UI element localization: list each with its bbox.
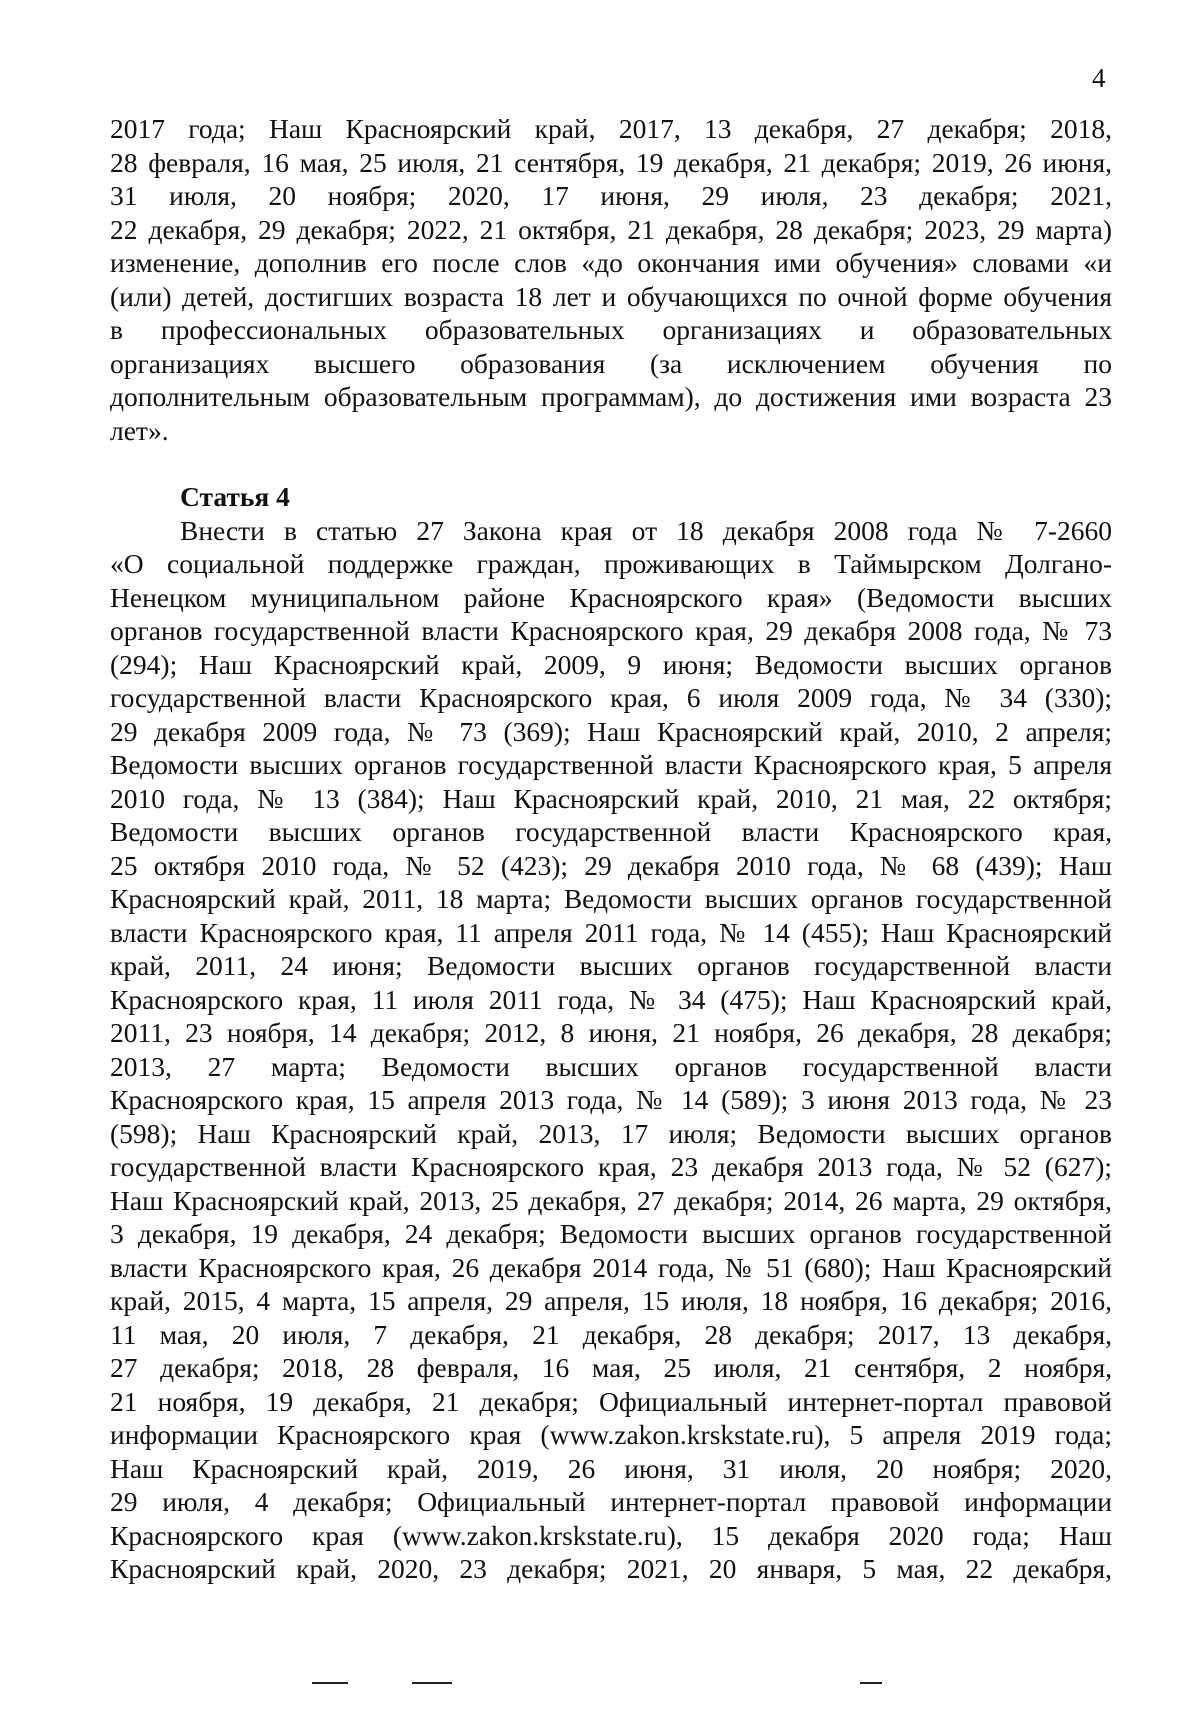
text-line: край, 2015, 4 марта, 15 апреля, 29 апреля, 15 июля, 18 ноября, 16 декабря; 2016, (110, 1285, 1112, 1316)
text-line: дополнительным образовательным программам), до достижения ими возраста 23 (110, 381, 1112, 412)
text-line: Ненецком муниципальном районе Красноярского края» (Ведомости высших (110, 581, 1112, 613)
text-line: органов государственной власти Красноярского края, 29 декабря 2008 года, № 73 (110, 615, 1112, 646)
text-line: «О социальной поддержке граждан, проживающих в Таймырском Долгано- (110, 548, 1112, 579)
text-line: Красноярского края (www.zakon.krskstate.ru), 15 декабря 2020 года; Наш (110, 1519, 1112, 1551)
text-line: Красноярского края, 11 июля 2011 года, № 34 (475); Наш Красноярский край, (110, 983, 1112, 1015)
text-line: власти Красноярского края, 26 декабря 2014 года, № 51 (680); Наш Красноярский (110, 1251, 1112, 1283)
text-line: 27 декабря; 2018, 28 февраля, 16 мая, 25 июля, 21 сентября, 2 ноября, (110, 1352, 1112, 1383)
text-line: Наш Красноярский край, 2013, 25 декабря, 27 декабря; 2014, 26 марта, 29 октября, (110, 1184, 1112, 1216)
text-line: 2010 года, № 13 (384); Наш Красноярский край, 2010, 21 мая, 22 октября; (110, 782, 1112, 814)
text-line: Красноярский край, 2020, 23 декабря; 2021, 20 января, 5 мая, 22 декабря, (110, 1553, 1112, 1584)
text-line: 11 мая, 20 июля, 7 декабря, 21 декабря, 28 декабря; 2017, 13 декабря, (110, 1318, 1112, 1350)
scan-mark (412, 1682, 452, 1684)
text-line: 25 октября 2010 года, № 52 (423); 29 декабря 2010 года, № 68 (439); Наш (110, 849, 1112, 881)
text-line: (или) детей, достигших возраста 18 лет и обучающихся по очной форме обучения (110, 280, 1112, 312)
text-line: Наш Красноярский край, 2019, 26 июня, 31 июля, 20 ноября; 2020, (110, 1452, 1112, 1484)
text-line: 28 февраля, 16 мая, 25 июля, 21 сентября, 19 декабря, 21 декабря; 2019, 26 июня, (110, 146, 1112, 178)
text-line: 2013, 27 марта; Ведомости высших органов государственной власти (110, 1050, 1112, 1082)
text-line: 21 ноября, 19 декабря, 21 декабря; Официальный интернет-портал правовой (110, 1385, 1112, 1417)
text-line: 3 декабря, 19 декабря, 24 декабря; Ведомости высших органов государственной (110, 1218, 1112, 1249)
text-line: 2011, 23 ноября, 14 декабря; 2012, 8 июня, 21 ноября, 26 декабря, 28 декабря; (110, 1017, 1112, 1048)
text-line: 2017 года; Наш Красноярский край, 2017, 13 декабря, 27 декабря; 2018, (110, 113, 1112, 144)
text-line: 31 июля, 20 ноября; 2020, 17 июня, 29 июля, 23 декабря; 2021, (110, 180, 1112, 211)
scan-artifacts (0, 1682, 1200, 1692)
amendment-paragraph (110, 112, 1112, 447)
scan-mark (860, 1682, 882, 1684)
text-line: власти Красноярского края, 11 апреля 2011 года, № 14 (455); Наш Красноярский (110, 916, 1112, 948)
text-line: 29 июля, 4 декабря; Официальный интернет-портал правовой информации (110, 1486, 1112, 1517)
text-line: лет». (110, 414, 169, 446)
text-line: 29 декабря 2009 года, № 73 (369); Наш Красноярский край, 2010, 2 апреля; (110, 715, 1112, 747)
text-line: Красноярского края, 15 апреля 2013 года, № 14 (589); 3 июня 2013 года, № 23 (110, 1084, 1112, 1115)
text-line: (294); Наш Красноярский край, 2009, 9 июня; Ведомости высших органов (110, 648, 1112, 680)
text-line: Красноярский край, 2011, 18 марта; Ведомости высших органов государственной (110, 883, 1112, 914)
text-line: Ведомости высших органов государственной власти Красноярского края, (110, 816, 1112, 847)
text-line: организациях высшего образования (за исключением обучения по (110, 347, 1112, 379)
text-line: край, 2011, 24 июня; Ведомости высших органов государственной власти (110, 950, 1112, 981)
text-line: 22 декабря, 29 декабря; 2022, 21 октября, 21 декабря, 28 декабря; 2023, 29 марта) (110, 213, 1112, 245)
scan-mark (312, 1682, 348, 1684)
text-line: государственной власти Красноярского края, 23 декабря 2013 года, № 52 (627); (110, 1151, 1112, 1182)
text-line: государственной власти Красноярского края, 6 июля 2009 года, № 34 (330); (110, 682, 1112, 713)
text-line: (598); Наш Красноярский край, 2013, 17 июля; Ведомости высших органов (110, 1117, 1112, 1149)
text-line: в профессиональных образовательных организациях и образовательных (110, 314, 1112, 345)
document-body (110, 112, 1112, 1586)
text-line: Внести в статью 27 Закона края от 18 декабря 2008 года № 7-2660 (180, 514, 1112, 546)
article-heading: Статья 4 (180, 481, 290, 512)
article-4-paragraph (110, 514, 1112, 1586)
text-line: изменение, дополнив его после слов «до окончания ими обучения» словами «и (110, 247, 1112, 278)
text-line: Ведомости высших органов государственной власти Красноярского края, 5 апреля (110, 749, 1112, 780)
page-number: 4 (1092, 63, 1106, 93)
text-line: информации Красноярского края (www.zakon.krskstate.ru), 5 апреля 2019 года; (110, 1419, 1112, 1450)
